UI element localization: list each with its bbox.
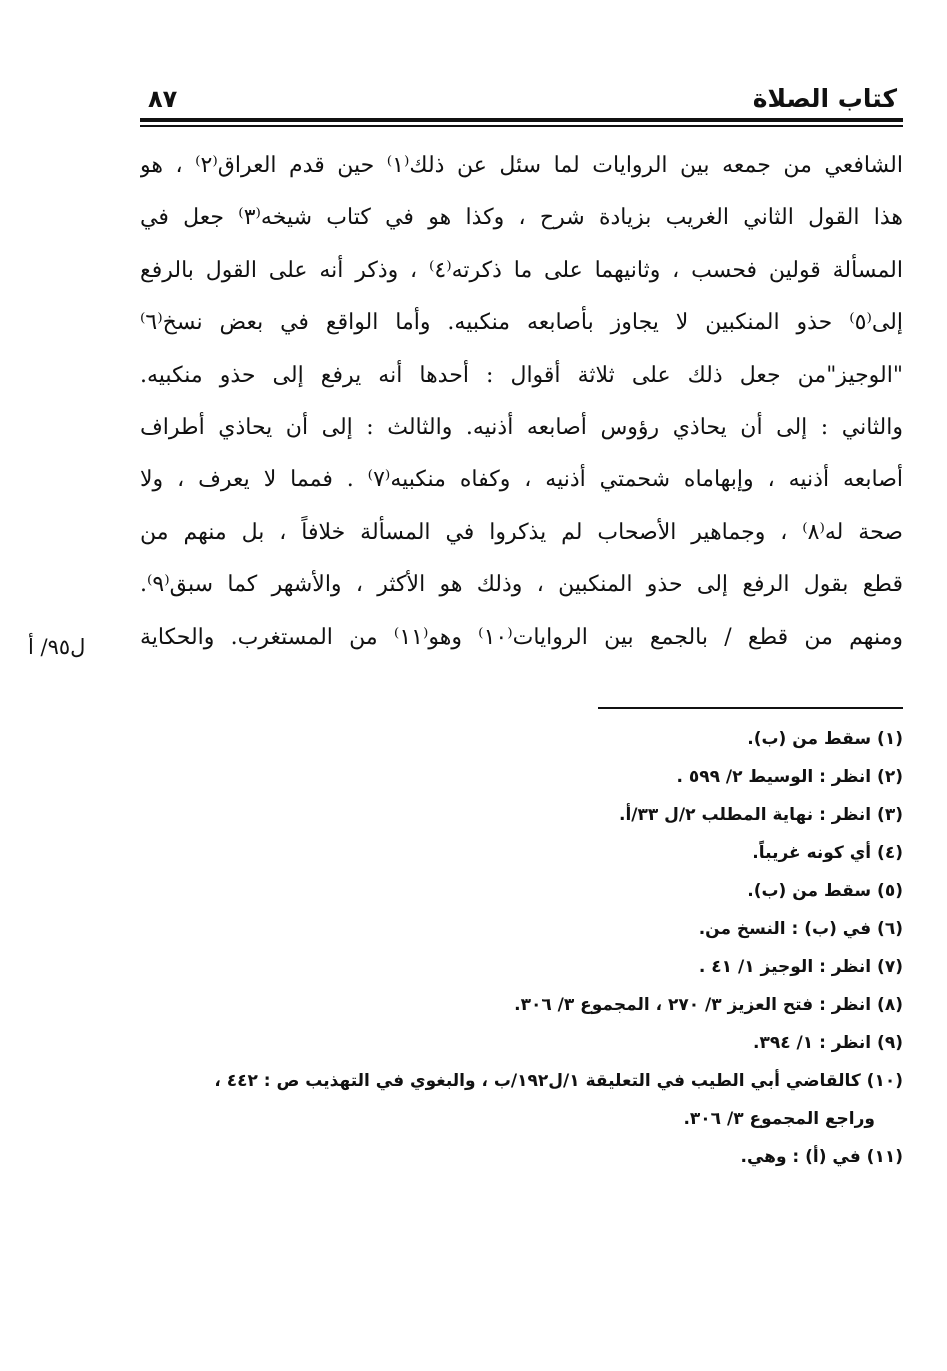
footnote: (١٠) كالقاضي أبي الطيب في التعليقة ١/ل١٩٢/ب ، والبغوي في التهذيب ص : ٤٤٢ ، <box>214 1071 903 1091</box>
text-line: "الوجيز"من جعل ذلك على ثلاثة أقوال : أحدها أنه يرفع إلى حذو منكبيه. <box>140 362 903 388</box>
text-line: هذا القول الثاني الغريب بزيادة شرح ، وكذا هو في كتاب شيخه⁽٣⁾ جعل في <box>140 205 903 231</box>
text-line: ومنهم من قطع / بالجمع بين الروايات⁽١٠⁾ وهو⁽١١⁾ من المستغرب. والحكاية <box>140 624 903 650</box>
footnotes <box>140 720 903 1176</box>
header-rule-thick <box>140 118 903 122</box>
footnote: (٩) انظر : ١/ ٣٩٤. <box>753 1033 903 1053</box>
text-line: قطع بقول الرفع إلى حذو المنكبين ، وذلك هو الأكثر ، والأشهر كما سبق⁽٩⁾. <box>140 572 903 598</box>
page-number: ٨٧ <box>148 85 178 113</box>
text-line: صحة له⁽٨⁾ ، وجماهير الأصحاب لم يذكروا في المسألة خلافاً ، بل منهم من <box>140 519 903 545</box>
footnote: (٥) سقط من (ب). <box>747 881 903 901</box>
footnote: (٧) انظر : الوجيز ١/ ٤١ . <box>698 957 903 977</box>
footnote: (٢) انظر : الوسيط ٢/ ٥٩٩ . <box>676 767 903 787</box>
footnote: (٨) انظر : فتح العزيز ٣/ ٢٧٠ ، المجموع ٣/ ٣٠٦. <box>514 995 903 1015</box>
manuscript-folio-note: ل٩٥/ أ <box>28 635 86 659</box>
footnote: (١) سقط من (ب). <box>747 729 903 749</box>
text-line: أصابعه أذنيه ، وإبهاماه شحمتي أذنيه ، وكفاه منكبيه⁽٧⁾ . فمما لا يعرف ، ولا <box>140 467 903 493</box>
footnote-separator <box>598 707 903 709</box>
chapter-title: كتاب الصلاة <box>752 84 897 113</box>
footnote: (١١) في (أ) : وهي. <box>740 1147 903 1167</box>
text-line: إلى⁽٥⁾ حذو المنكبين لا يجاوز بأصابعه منكبيه. وأما الواقع في بعض نسخ⁽٦⁾ <box>140 310 903 336</box>
text-line: الشافعي من جمعه بين الروايات لما سئل عن ذلك⁽١⁾ حين قدم العراق⁽٢⁾ ، هو <box>140 153 903 178</box>
footnote-continuation: وراجع المجموع ٣/ ٣٠٦. <box>683 1109 875 1129</box>
running-header <box>140 82 903 116</box>
header-rule-thin <box>140 125 903 127</box>
footnote: (٣) انظر : نهاية المطلب ٢/ل ٣٣/أ. <box>618 805 903 825</box>
main-text <box>140 140 903 664</box>
text-line: والثاني : إلى أن يحاذي رؤوس أصابعه أذنيه. والثالث : إلى أن يحاذي أطراف <box>140 414 903 440</box>
footnote: (٤) أي كونه غريباً. <box>752 843 903 863</box>
footnote: (٦) في (ب) : النسخ من. <box>698 919 903 939</box>
text-line: المسألة قولين فحسب ، وثانيهما على ما ذكرته⁽٤⁾ ، وذكر أنه على القول بالرفع <box>140 257 903 283</box>
